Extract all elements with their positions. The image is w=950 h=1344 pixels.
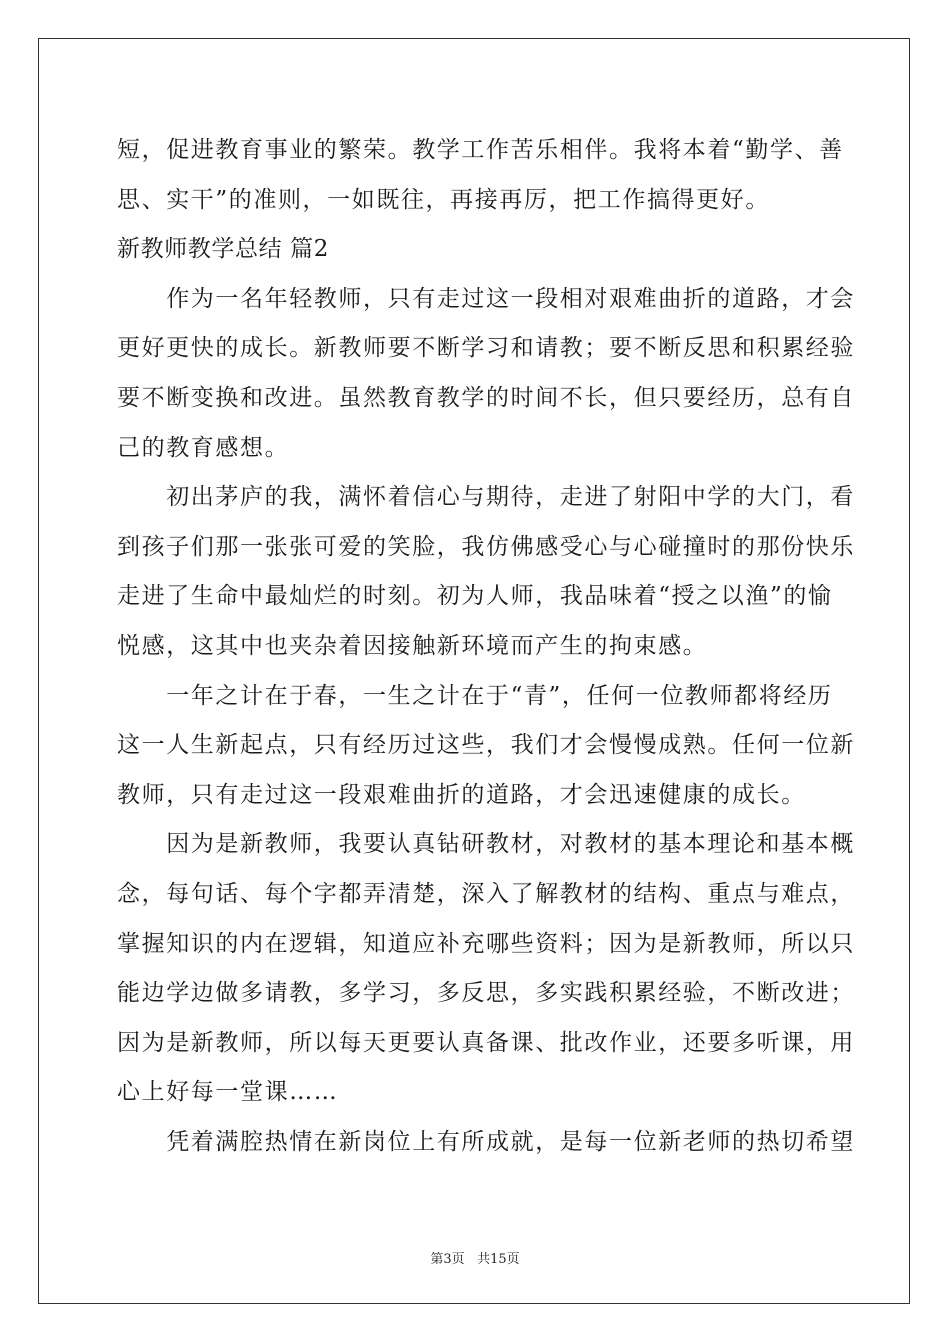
text-line: 因为是新教师，所以每天更要认真备课、批改作业，还要多听课，用 bbox=[117, 1029, 855, 1056]
text-line: 这一人生新起点，只有经历过这些，我们才会慢慢成熟。任何一位新 bbox=[117, 732, 855, 759]
text-line: 一年之计在于春，一生之计在于“青”，任何一位教师都将经历 bbox=[117, 682, 833, 709]
page-footer bbox=[0, 1248, 950, 1267]
text-line: 凭着满腔热情在新岗位上有所成就，是每一位新老师的热切希望 bbox=[117, 1128, 855, 1155]
text-line: 念，每句话、每个字都弄清楚，深入了解教材的结构、重点与难点， bbox=[117, 880, 855, 907]
text-line: 更好更快的成长。新教师要不断学习和请教；要不断反思和积累经验 bbox=[117, 335, 855, 362]
section-heading: 新教师教学总结 篇2 bbox=[117, 236, 329, 263]
text-line: 作为一名年轻教师，只有走过这一段相对艰难曲折的道路，才会 bbox=[117, 285, 855, 312]
text-line: 到孩子们那一张张可爱的笑脸，我仿佛感受心与心碰撞时的那份快乐 bbox=[117, 533, 855, 560]
text-line: 思、实干”的准则，一如既往，再接再厉，把工作搞得更好。 bbox=[117, 186, 770, 213]
text-line: 教师，只有走过这一段艰难曲折的道路，才会迅速健康的成长。 bbox=[117, 781, 806, 808]
text-line: 要不断变换和改进。虽然教育教学的时间不长，但只要经历，总有自 bbox=[117, 384, 855, 411]
text-line: 短，促进教育事业的繁荣。教学工作苦乐相伴。我将本着“勤学、善 bbox=[117, 137, 844, 163]
text-line: 己的教育感想。 bbox=[117, 434, 290, 461]
text-line: 心上好每一堂课…… bbox=[117, 1079, 339, 1106]
page-total: 共15页 bbox=[477, 1252, 520, 1267]
document-body bbox=[117, 126, 855, 1167]
page-number: 第3页 bbox=[430, 1252, 465, 1267]
text-line: 初出茅庐的我，满怀着信心与期待，走进了射阳中学的大门，看 bbox=[117, 484, 855, 511]
text-line: 掌握知识的内在逻辑，知道应补充哪些资料；因为是新教师，所以只 bbox=[117, 930, 855, 957]
text-line: 走进了生命中最灿烂的时刻。初为人师，我品味着“授之以渔”的愉 bbox=[117, 583, 833, 610]
text-line: 能边学边做多请教，多学习，多反思，多实践积累经验，不断改进； bbox=[117, 980, 855, 1007]
text-line: 因为是新教师，我要认真钻研教材，对教材的基本理论和基本概 bbox=[117, 831, 855, 858]
text-line: 悦感，这其中也夹杂着因接触新环境而产生的拘束感。 bbox=[117, 632, 708, 659]
